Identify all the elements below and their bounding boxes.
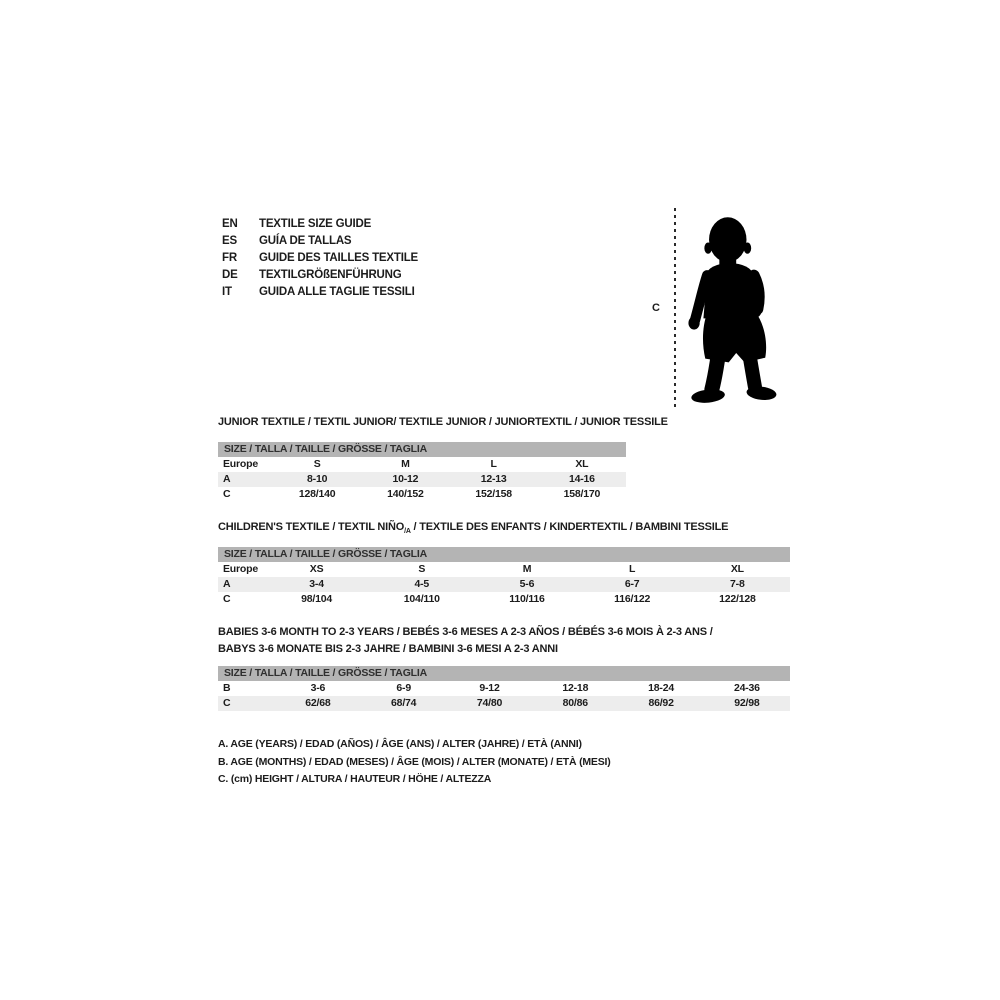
- size-header-bar: SIZE / TALLA / TAILLE / GRÖSSE / TAGLIA: [218, 547, 790, 562]
- language-code: ES: [222, 234, 237, 247]
- height-cell: 98/104: [301, 593, 333, 605]
- language-code: FR: [222, 251, 237, 264]
- abc-legend: [218, 736, 611, 789]
- row-label: B: [223, 682, 231, 694]
- age-cell: 9-12: [479, 682, 500, 694]
- language-guide-title: TEXTILGRÖßENFÜHRUNG: [259, 268, 402, 281]
- language-code: IT: [222, 285, 232, 298]
- language-code: DE: [222, 268, 238, 281]
- height-measure-label: C: [652, 302, 660, 314]
- legend-line-c: C. (cm) HEIGHT / ALTURA / HAUTEUR / HÖHE / ALTEZZA: [218, 773, 492, 785]
- age-cell: 3-6: [310, 682, 326, 694]
- language-row-en: [222, 215, 418, 232]
- height-measure-dotted-line: [674, 208, 676, 408]
- height-cell: 104/110: [403, 593, 440, 605]
- age-cell: 14-16: [568, 473, 595, 485]
- row-label: A: [223, 473, 231, 485]
- size-cell: S: [418, 563, 426, 575]
- children-title-main: CHILDREN'S TEXTILE / TEXTIL NIÑO: [218, 521, 405, 533]
- size-cell: XS: [309, 563, 324, 575]
- height-cell: 152/158: [475, 488, 512, 500]
- table-row-age: [218, 472, 626, 487]
- height-cell: 62/68: [305, 697, 331, 709]
- height-cell: 116/122: [614, 593, 651, 605]
- babies-table-title: [218, 624, 713, 658]
- table-row-age-months: [218, 681, 790, 696]
- junior-size-table: [218, 442, 626, 502]
- height-cell: 110/116: [509, 593, 545, 605]
- children-table-title: [218, 521, 728, 535]
- toddler-silhouette-icon: [682, 206, 796, 412]
- age-cell: 12-18: [562, 682, 589, 694]
- table-row-height: [218, 487, 626, 502]
- age-cell: 12-13: [480, 473, 507, 485]
- language-guide-title: GUIDA ALLE TAGLIE TESSILI: [259, 285, 415, 298]
- height-cell: 80/86: [562, 697, 588, 709]
- table-row-height: [218, 592, 790, 607]
- size-cell: L: [490, 458, 497, 470]
- language-row-es: [222, 232, 418, 249]
- height-cell: 122/128: [719, 593, 756, 605]
- age-cell: 10-12: [392, 473, 419, 485]
- junior-table-title: JUNIOR TEXTILE / TEXTIL JUNIOR/ TEXTILE JUNIOR / JUNIORTEXTIL / JUNIOR TESSILE: [218, 416, 668, 428]
- age-cell: 5-6: [519, 578, 535, 590]
- row-label: A: [223, 578, 231, 590]
- language-row-fr: [222, 249, 418, 266]
- size-cell: M: [401, 458, 410, 470]
- age-cell: 18-24: [648, 682, 675, 694]
- table-row-europe: [218, 562, 790, 577]
- language-row-de: [222, 266, 418, 283]
- row-label: Europe: [223, 563, 258, 575]
- table-row-age: [218, 577, 790, 592]
- language-guide-title: TEXTILE SIZE GUIDE: [259, 217, 372, 230]
- legend-line-b: B. AGE (MONTHS) / EDAD (MESES) / ÂGE (MOIS) / ALTER (MONATE) / ETÀ (MESI): [218, 755, 611, 768]
- size-cell: S: [313, 458, 321, 470]
- size-header-bar: SIZE / TALLA / TAILLE / GRÖSSE / TAGLIA: [218, 666, 790, 681]
- size-cell: XL: [575, 458, 589, 470]
- age-cell: 4-5: [414, 578, 430, 590]
- babies-title-line2: BABYS 3-6 MONATE BIS 2-3 JAHRE / BAMBINI 3-6 MESI A 2-3 ANNI: [218, 643, 558, 655]
- height-cell: 86/92: [648, 697, 674, 709]
- row-label: C: [223, 488, 231, 500]
- age-cell: 6-9: [396, 682, 411, 694]
- age-cell: 6-7: [624, 578, 640, 590]
- height-cell: 158/170: [563, 488, 601, 500]
- age-cell: 3-4: [309, 578, 324, 590]
- babies-title-line1: BABIES 3-6 MONTH TO 2-3 YEARS / BEBÉS 3-6 MESES A 2-3 AÑOS / BÉBÉS 3-6 MOIS À 2-3 ANS /: [218, 626, 713, 638]
- language-guide-list: [222, 215, 418, 300]
- language-row-it: [222, 283, 418, 300]
- children-title-rest: / TEXTILE DES ENFANTS / KINDERTEXTIL / BAMBINI TESSILE: [410, 521, 729, 533]
- height-cell: 92/98: [734, 697, 760, 709]
- legend-line-a: A. AGE (YEARS) / EDAD (AÑOS) / ÂGE (ANS) / ALTER (JAHRE) / ETÀ (ANNI): [218, 738, 582, 750]
- height-cell: 68/74: [391, 697, 417, 709]
- size-header-bar: SIZE / TALLA / TAILLE / GRÖSSE / TAGLIA: [218, 442, 626, 457]
- age-cell: 8-10: [307, 473, 328, 485]
- height-cell: 140/152: [387, 488, 424, 500]
- language-code: EN: [222, 217, 238, 230]
- row-label: C: [223, 593, 231, 605]
- size-cell: M: [522, 563, 532, 575]
- age-cell: 7-8: [730, 578, 745, 590]
- babies-size-table: [218, 666, 790, 711]
- children-title-subscript: /A: [404, 528, 411, 536]
- size-cell: L: [629, 563, 636, 575]
- language-guide-title: GUIDE DES TAILLES TEXTILE: [259, 251, 418, 264]
- table-row-europe: [218, 457, 626, 472]
- height-cell: 128/140: [298, 488, 336, 500]
- language-guide-title: GUÍA DE TALLAS: [259, 234, 352, 247]
- age-cell: 24-36: [733, 682, 760, 694]
- size-cell: XL: [730, 563, 744, 575]
- table-row-height: [218, 696, 790, 711]
- height-cell: 74/80: [476, 697, 503, 709]
- row-label: Europe: [223, 458, 258, 470]
- row-label: C: [223, 697, 231, 709]
- children-size-table: [218, 547, 790, 607]
